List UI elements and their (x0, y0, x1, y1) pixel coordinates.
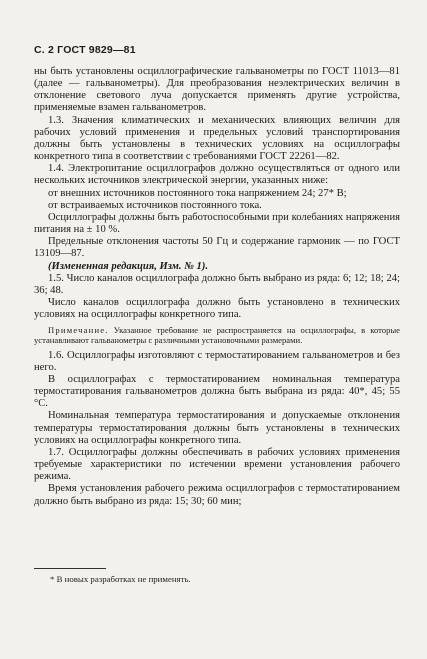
amendment-note: (Измененная редакция, Изм. № 1). (48, 260, 209, 272)
paragraph: Число каналов осциллографа должно быть установлено в технических условиях на осциллографы конкретного типа. (34, 296, 400, 321)
footnote-rule (34, 568, 106, 569)
paragraph: от встраиваемых источников постоянного тока. (48, 199, 262, 211)
paragraph: Номинальная температура термостатирования и допускаемые отклонения температуры термостатирования должны быть установлены в технических условиях на осциллографы конкретного типа. (34, 410, 400, 446)
page-header: С. 2 ГОСТ 9829—81 (34, 44, 136, 56)
paragraph: В осциллографах с термостатированием номинальная температура термостатирования гальванометров должна быть выбрана из ряда: 40*, 45; 55 °С. (34, 374, 400, 410)
paragraph: Осциллографы должны быть работоспособными при колебаниях напряжения питания на ± 10 %. (34, 211, 400, 236)
paragraph: 1.3. Значения климатических и механических влияющих величин для рабочих условий применения и предельных условий транспортирования должны быть установлены в технических условиях на осциллографы конкретного типа в соответствии с требованиями ГОСТ 22261—82. (34, 114, 400, 163)
paragraph: Предельные отклонения частоты 50 Гц и содержание гармоник — по ГОСТ 13109—87. (34, 236, 400, 260)
note-label: Примечание. (48, 325, 109, 336)
paragraph: 1.5. Число каналов осциллографа должно быть выбрано из ряда: 6; 12; 18; 24; 36; 48. (34, 272, 400, 296)
paragraph: 1.7. Осциллографы должны обеспечивать в рабочих условиях применения требуемые характеристики по истечении времени установления рабочего режима. (34, 446, 400, 483)
footnote: * В новых разработках не применять. (50, 574, 191, 584)
note-text: Указанное требование не распространяется на осциллографы, в которые устанавливают гальванометры с различными установочными размерами. (34, 325, 400, 346)
note (34, 325, 400, 345)
paragraph: 1.6. Осциллографы изготовляют с термостатированием гальванометров и без него. (34, 349, 400, 373)
paragraph: Время установления рабочего режима осциллографов с термостатированием должно быть выбрано из ряда: 15; 30; 60 мин; (34, 483, 400, 507)
paragraph: ны быть установлены осциллографические гальванометры по ГОСТ 11013—81 (далее — гальванометры). Для преобразования неэлектрических величин в отклонение светового луча допускается применять другие устройства, применяемые взамен гальванометров. (34, 66, 400, 114)
paragraph: от внешних источников постоянного тока напряжением 24; 27* В; (48, 187, 347, 199)
body-text (34, 66, 400, 508)
paragraph: 1.4. Электропитание осциллографов должно осуществляться от одного или нескольких источников электрической энергии, указанных ниже: (34, 163, 400, 187)
